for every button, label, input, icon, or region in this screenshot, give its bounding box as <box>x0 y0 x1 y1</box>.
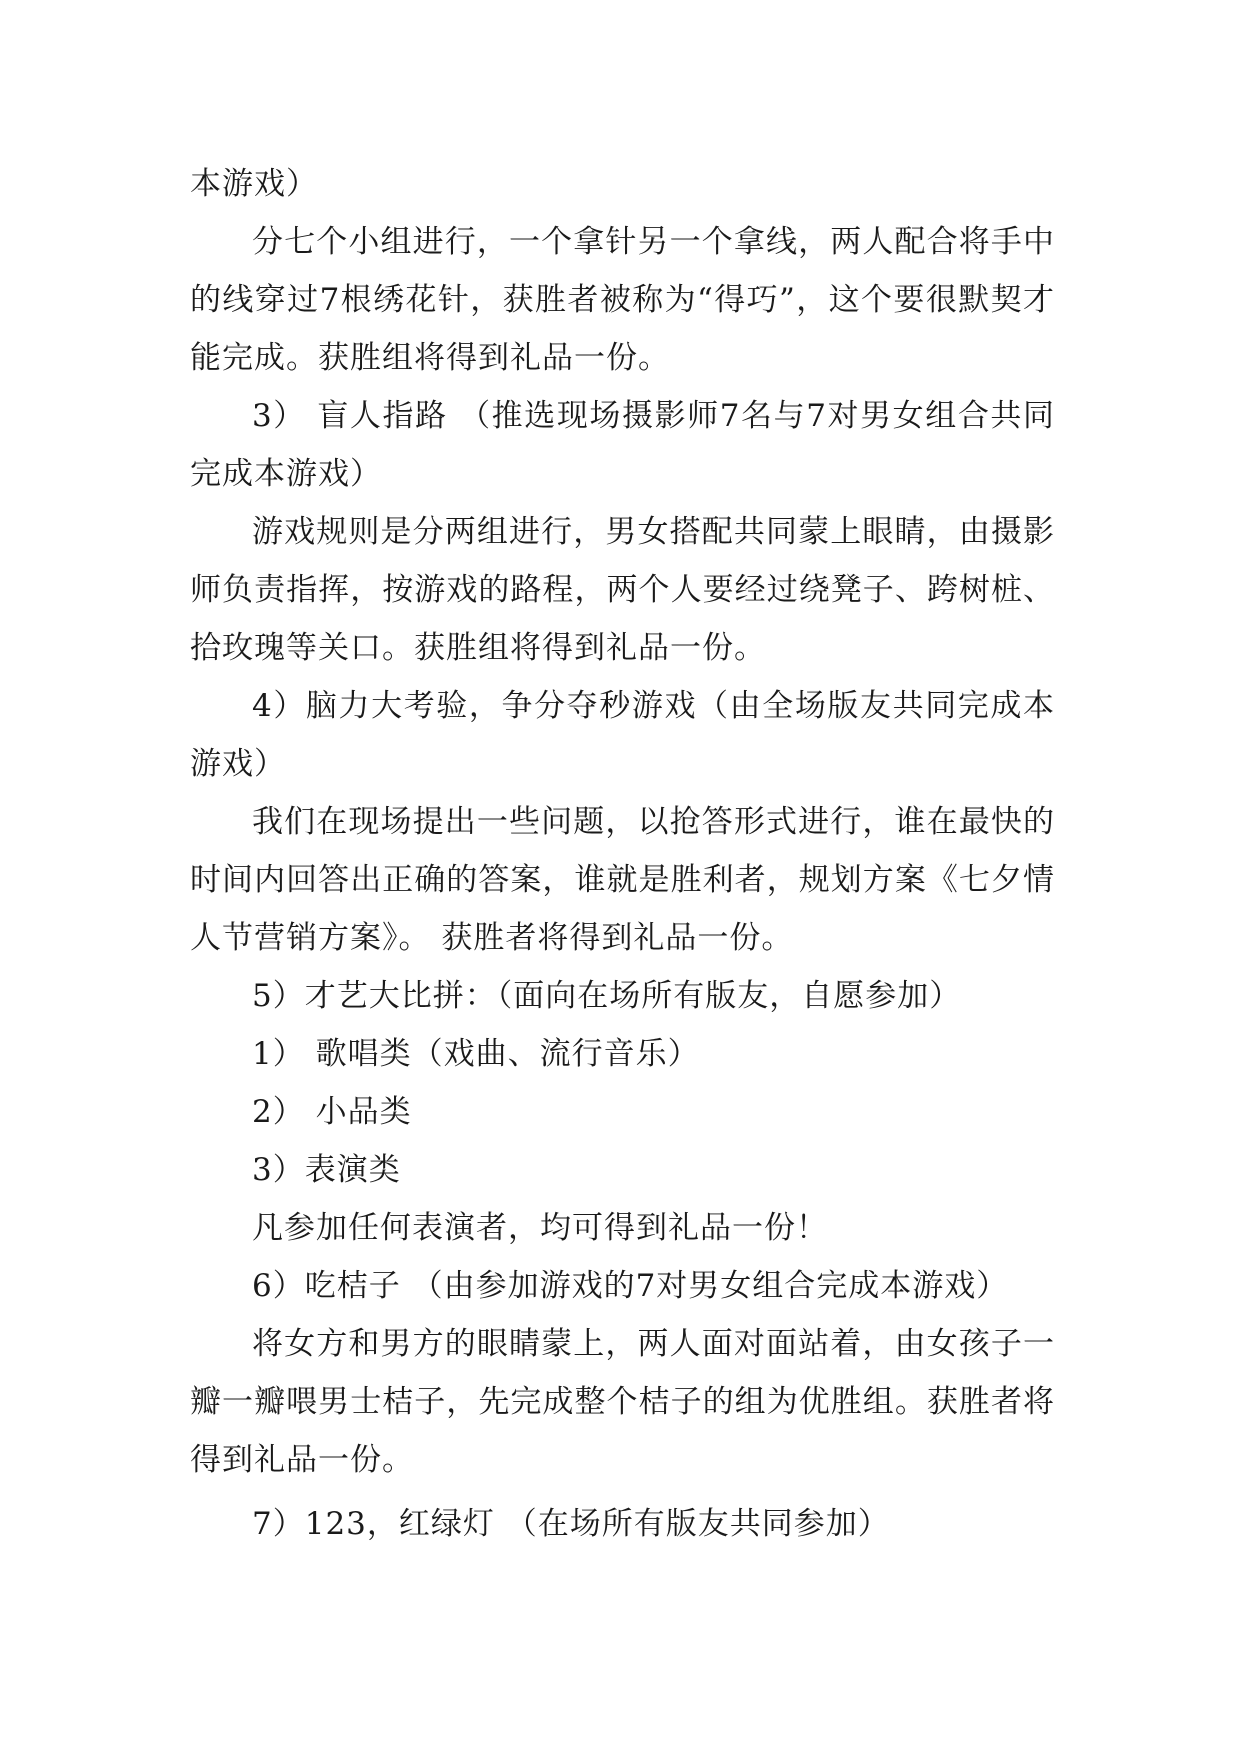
paragraph-14: 7）123，红绿灯 （在场所有版友共同参加） <box>252 1506 890 1542</box>
paragraph-2: 分七个小组进行，一个拿针另一个拿线，两人配合将手中的线穿过7根绣花针，获胜者被称为“得巧”，这个要很默契才能完成。获胜组将得到礼品一份。 <box>190 224 1055 376</box>
paragraph-10: 3）表演类 <box>252 1152 401 1188</box>
paragraph-5: 4）脑力大考验，争分夺秒游戏（由全场版友共同完成本游戏） <box>190 688 1055 782</box>
paragraph-3: 3） 盲人指路 （推选现场摄影师7名与7对男女组合共同完成本游戏） <box>190 398 1055 492</box>
paragraph-13: 将女方和男方的眼睛蒙上，两人面对面站着，由女孩子一瓣一瓣喂男士桔子，先完成整个桔子的组为优胜组。获胜者将得到礼品一份。 <box>190 1326 1055 1478</box>
paragraph-1: 本游戏） <box>190 166 318 202</box>
document-body <box>190 155 1055 1553</box>
paragraph-11: 凡参加任何表演者，均可得到礼品一份！ <box>252 1210 828 1246</box>
paragraph-6: 我们在现场提出一些问题，以抢答形式进行，谁在最快的时间内回答出正确的答案，谁就是胜利者，规划方案《七夕情人节营销方案》。 获胜者将得到礼品一份。 <box>190 804 1055 956</box>
paragraph-7: 5）才艺大比拼：（面向在场所有版友，自愿参加） <box>252 978 962 1014</box>
paragraph-12: 6）吃桔子 （由参加游戏的7对男女组合完成本游戏） <box>252 1268 1009 1304</box>
paragraph-4: 游戏规则是分两组进行，男女搭配共同蒙上眼睛，由摄影师负责指挥，按游戏的路程，两个人要经过绕凳子、跨树桩、拾玫瑰等关口。获胜组将得到礼品一份。 <box>190 514 1055 666</box>
paragraph-8: 1） 歌唱类（戏曲、流行音乐） <box>252 1036 700 1072</box>
paragraph-9: 2） 小品类 <box>252 1094 412 1130</box>
